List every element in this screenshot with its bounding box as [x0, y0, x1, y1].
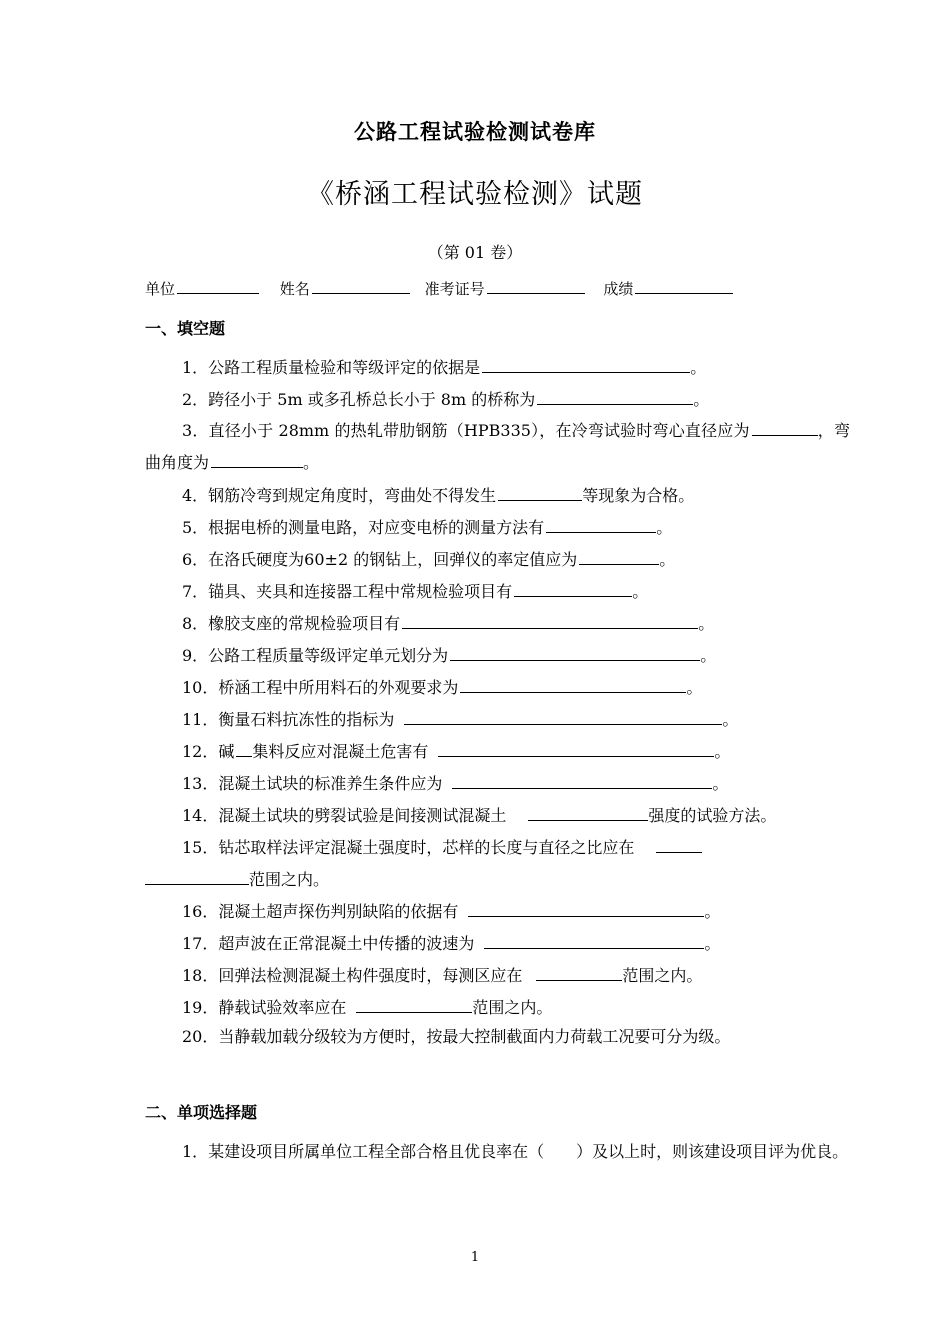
answer-blank[interactable]	[404, 708, 722, 725]
question-12-period: 。	[714, 742, 731, 761]
answer-blank[interactable]	[468, 900, 704, 917]
answer-blank[interactable]	[356, 996, 472, 1013]
question-9-text: 9．公路工程质量等级评定单元划分为	[182, 646, 449, 665]
question-11-period: 。	[722, 710, 739, 729]
answer-blank[interactable]	[579, 548, 659, 565]
question-8-period: 。	[698, 614, 715, 633]
question-7-period: 。	[632, 582, 649, 601]
question-15-text-part2: 范围之内。	[249, 870, 330, 889]
question-18-text: 18．回弹法检测混凝土构件强度时，每测区应在	[182, 966, 523, 985]
choice-question-1	[145, 1136, 850, 1168]
question-15-continued	[145, 868, 329, 891]
exam-number-field[interactable]	[487, 279, 585, 294]
question-10-text: 10．桥涵工程中所用料石的外观要求为	[182, 678, 459, 697]
question-12-text-part2: 集料反应对混凝土危害有	[252, 742, 429, 761]
section-single-choice-heading: 二、单项选择题	[145, 1103, 258, 1122]
answer-blank[interactable]	[438, 740, 714, 757]
question-13-period: 。	[712, 774, 729, 793]
answer-blank[interactable]	[537, 388, 693, 405]
question-6-period: 。	[659, 550, 676, 569]
question-1	[182, 356, 706, 379]
question-1-period: 。	[690, 358, 707, 377]
answer-blank[interactable]	[656, 836, 702, 853]
question-16-text: 16．混凝土超声探伤判别缺陷的依据有	[182, 902, 459, 921]
answer-blank[interactable]	[484, 932, 704, 949]
question-2-period: 。	[693, 390, 710, 409]
choice-question-1-text: 1．某建设项目所属单位工程全部合格且优良率在（ ）及以上时，则该建设项目评为优良。	[182, 1142, 849, 1161]
question-2	[182, 388, 709, 411]
question-19-text-part2: 范围之内。	[472, 998, 553, 1017]
question-5	[182, 516, 672, 539]
document-title: 公路工程试验检测试卷库	[354, 120, 596, 144]
question-17-period: 。	[704, 934, 721, 953]
question-15	[182, 836, 702, 859]
question-5-period: 。	[656, 518, 673, 537]
question-6	[182, 548, 675, 571]
question-16	[182, 900, 720, 923]
document-subtitle: 《桥涵工程试验检测》试题	[307, 179, 643, 210]
page-number: 1	[470, 1250, 480, 1265]
answer-blank[interactable]	[536, 964, 622, 981]
candidate-info-line	[145, 278, 735, 299]
question-6-text: 6．在洛氏硬度为60±2 的钢钻上，回弹仪的率定值应为	[182, 550, 578, 569]
answer-blank[interactable]	[450, 644, 700, 661]
question-14	[182, 804, 776, 827]
answer-blank[interactable]	[498, 484, 582, 501]
answer-blank[interactable]	[402, 612, 698, 629]
answer-blank[interactable]	[528, 804, 648, 821]
answer-blank[interactable]	[145, 868, 249, 885]
score-field[interactable]	[635, 279, 733, 294]
question-15-text: 15．钻芯取样法评定混凝土强度时，芯样的长度与直径之比应在	[182, 838, 635, 857]
question-7-text: 7．锚具、夹具和连接器工程中常规检验项目有	[182, 582, 513, 601]
answer-blank[interactable]	[482, 356, 690, 373]
question-19	[182, 996, 552, 1019]
question-3-period: 。	[303, 453, 320, 472]
question-18	[182, 964, 702, 987]
volume-label: （第 01 卷）	[427, 243, 523, 262]
question-12-text: 12．碱	[182, 742, 235, 761]
question-14-text-part2: 强度的试验方法。	[648, 806, 777, 825]
question-2-text: 2．跨径小于 5m 或多孔桥总长小于 8m 的桥称为	[182, 390, 536, 409]
question-5-text: 5．根据电桥的测量电路，对应变电桥的测量方法有	[182, 518, 545, 537]
question-3-text: 3．直径小于 28mm 的热轧带肋钢筋（HPB335），在冷弯试验时弯心直径应为	[182, 421, 750, 440]
question-4-text: 4．钢筋冷弯到规定角度时，弯曲处不得发生	[182, 486, 497, 505]
question-8	[182, 612, 714, 635]
question-20-text: 20．当静载加载分级较为方便时，按最大控制截面内力荷载工况要可分为级。	[182, 1027, 731, 1046]
question-9-period: 。	[700, 646, 717, 665]
question-17-text: 17．超声波在正常混凝土中传播的波速为	[182, 934, 475, 953]
answer-blank[interactable]	[752, 419, 818, 436]
unit-label: 单位	[145, 280, 176, 298]
answer-blank[interactable]	[546, 516, 656, 533]
question-10-period: 。	[686, 678, 703, 697]
question-10	[182, 676, 702, 699]
section-fill-in-blank-heading: 一、填空题	[145, 319, 226, 338]
question-14-text: 14．混凝土试块的劈裂试验是间接测试混凝土	[182, 806, 507, 825]
question-16-period: 。	[704, 902, 721, 921]
question-7	[182, 580, 648, 603]
name-label: 姓名	[279, 280, 310, 298]
question-13-text: 13．混凝土试块的标准养生条件应为	[182, 774, 443, 793]
answer-blank[interactable]	[514, 580, 632, 597]
question-3	[145, 415, 850, 479]
question-11-text: 11．衡量石料抗冻性的指标为	[182, 710, 395, 729]
exam-number-label: 准考证号	[424, 280, 485, 298]
question-12	[182, 740, 730, 763]
answer-blank[interactable]	[460, 676, 686, 693]
name-field[interactable]	[312, 279, 410, 294]
score-label: 成绩	[603, 280, 634, 298]
question-11	[182, 708, 738, 731]
question-9	[182, 644, 716, 667]
answer-blank[interactable]	[452, 772, 712, 789]
question-19-text: 19．静载试验效率应在	[182, 998, 347, 1017]
question-17	[182, 932, 720, 955]
answer-blank[interactable]	[236, 740, 252, 757]
question-8-text: 8．橡胶支座的常规检验项目有	[182, 614, 401, 633]
question-4	[182, 484, 694, 507]
question-1-text: 1．公路工程质量检验和等级评定的依据是	[182, 358, 481, 377]
question-20	[145, 1021, 850, 1053]
unit-field[interactable]	[177, 279, 259, 294]
question-18-text-part2: 范围之内。	[622, 966, 703, 985]
answer-blank[interactable]	[211, 451, 303, 468]
question-4-text-part2: 等现象为合格。	[582, 486, 695, 505]
question-13	[182, 772, 728, 795]
question-3-text-part2: ，弯曲角度为	[145, 421, 850, 472]
